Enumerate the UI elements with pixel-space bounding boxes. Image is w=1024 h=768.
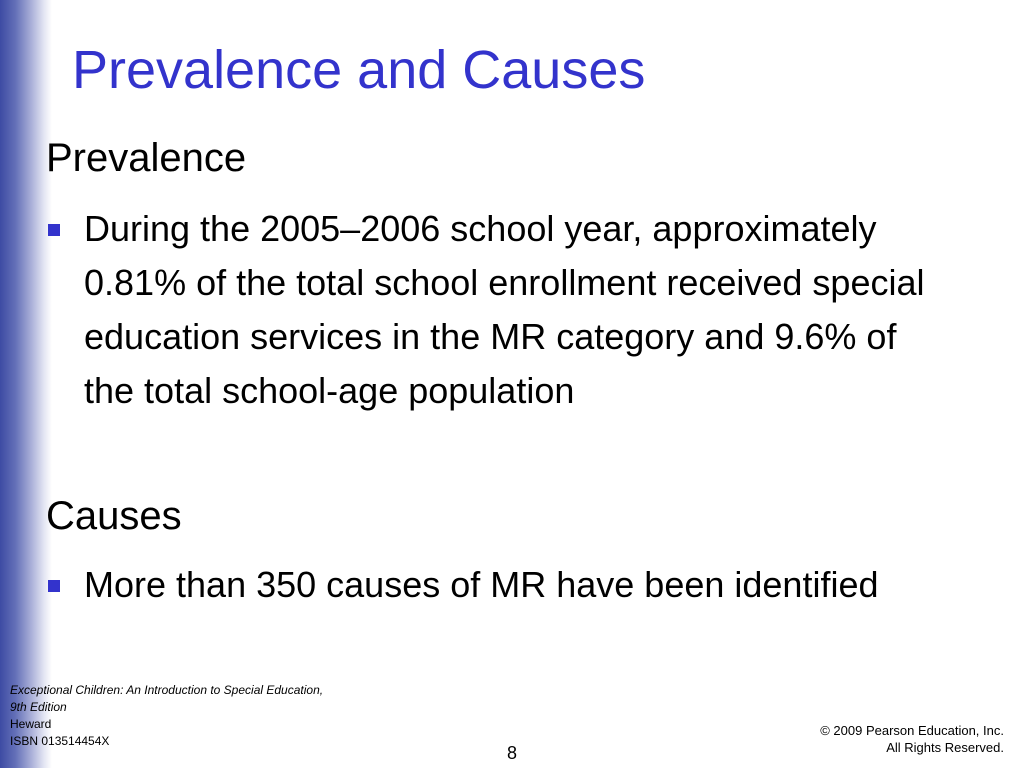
bullet-item-prevalence bbox=[46, 202, 926, 418]
bullet-item-causes bbox=[46, 558, 926, 612]
section-heading-causes: Causes bbox=[46, 494, 182, 538]
square-bullet-icon bbox=[48, 580, 60, 592]
footer-book-title: Exceptional Children: An Introduction to Special Education, 9th Edition bbox=[10, 683, 324, 714]
decorative-side-bar bbox=[0, 0, 52, 768]
page-number: 8 bbox=[506, 743, 517, 763]
footer-copyright bbox=[820, 722, 1004, 756]
footer-author: Heward bbox=[10, 717, 52, 731]
bullet-text-prevalence: During the 2005–2006 school year, approximately 0.81% of the total school enrollment received special education services in the MR category and 9.6% of the total school-age population bbox=[84, 208, 925, 411]
copyright-line-1: © 2009 Pearson Education, Inc. bbox=[820, 723, 1004, 738]
slide-title: Prevalence and Causes bbox=[72, 40, 646, 100]
copyright-line-2: All Rights Reserved. bbox=[886, 740, 1004, 755]
bullet-text-causes: More than 350 causes of MR have been identified bbox=[84, 564, 879, 605]
square-bullet-icon bbox=[48, 224, 60, 236]
section-heading-prevalence: Prevalence bbox=[46, 136, 247, 180]
footer-isbn: ISBN 013514454X bbox=[10, 734, 110, 748]
